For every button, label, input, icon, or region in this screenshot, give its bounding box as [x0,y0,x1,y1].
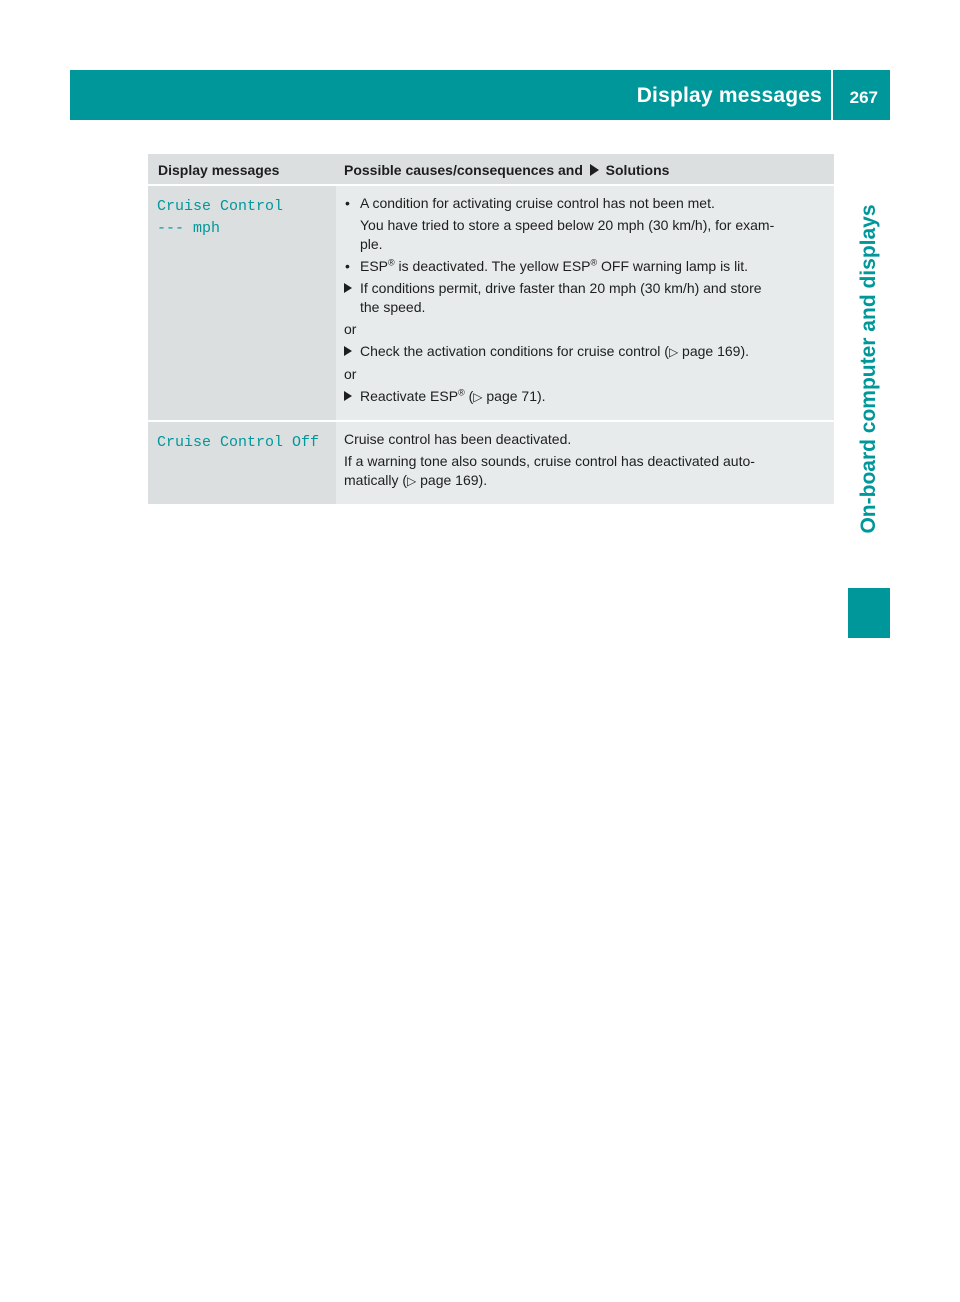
bullet-icon: • [345,195,350,211]
side-tab-marker [848,588,890,638]
header-bar [70,70,890,120]
or-separator: or [344,321,357,337]
bullet-icon: • [345,258,350,274]
page-reference-link[interactable]: page 169). [416,472,488,488]
cause-item [344,194,828,213]
table-row [148,185,834,421]
table-header-row [148,154,834,185]
arrow-right-icon [344,283,352,293]
page-reference-link[interactable]: page 71). [482,388,546,404]
cause-detail: If a warning tone also sounds, cruise control has deactivated auto- matically (▷ page 169). [344,453,755,488]
side-tab [848,150,890,588]
registered-mark: ® [590,257,598,268]
arrow-right-icon [344,346,352,356]
page-reference-icon: ▷ [668,345,679,359]
page-reference-link[interactable]: page 169). [678,343,750,359]
registered-mark: ® [388,257,395,268]
table-row [148,421,834,504]
registered-mark: ® [458,387,465,398]
cause-detail: You have tried to store a speed below 20 mph (30 km/h), for exam- ple. [360,217,775,252]
causes-solutions-cell [336,185,834,421]
display-message-line: Cruise Control Off [157,434,320,451]
column-header-solutions-text: Solutions [605,162,670,178]
cause-text: A condition for activating cruise control has not been met. [360,195,715,211]
solution-step: If conditions permit, drive faster than 20 mph (30 km/h) and store the speed. [344,279,828,317]
arrow-right-icon [344,391,352,401]
page-reference-icon: ▷ [407,474,417,488]
display-messages-table [148,154,834,504]
cause-text: Cruise control has been deactivated. [344,431,572,447]
or-separator: or [344,366,357,382]
display-message-cell [148,421,336,504]
display-message-line: Cruise Control [157,198,284,215]
side-tab-label: On-board computer and displays [857,204,880,534]
solution-step: Check the activation conditions for cruise control (▷ page 169). [344,342,828,362]
page-number: 267 [849,88,878,107]
column-header-causes-text: Possible causes/consequences and [344,162,583,178]
cause-item: • ESP® is deactivated. The yellow ESP® OFF warning lamp is lit. [345,257,749,274]
page-section-title: Display messages [636,84,822,107]
column-header-causes-solutions [336,154,834,185]
causes-solutions-cell [336,421,834,504]
header-divider [831,70,833,120]
page-reference-icon: ▷ [473,390,483,404]
display-message-cell [148,185,336,421]
display-message-line: --- mph [157,220,221,237]
arrow-right-icon [590,164,599,176]
column-header-display-messages: Display messages [148,154,336,185]
solution-step: Reactivate ESP® (▷ page 71). [344,387,828,407]
